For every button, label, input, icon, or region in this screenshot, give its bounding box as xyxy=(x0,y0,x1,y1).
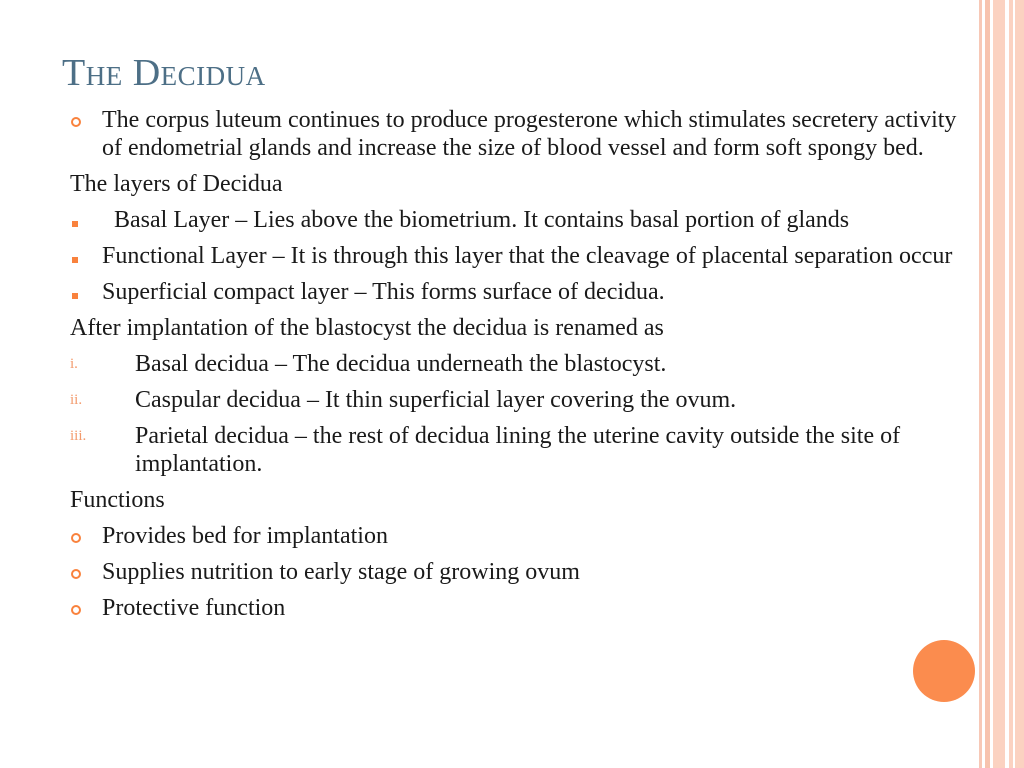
function-text: Provides bed for implantation xyxy=(102,523,388,549)
square-bullet-icon xyxy=(70,278,78,306)
function-text: Protective function xyxy=(102,595,286,621)
list-item-function xyxy=(70,594,970,622)
ring-bullet-icon xyxy=(70,594,81,622)
layer-text: Basal Layer – Lies above the biometrium. It contains basal portion of glands xyxy=(102,207,850,233)
square-bullet-icon xyxy=(70,206,78,234)
list-item-renamed xyxy=(70,386,970,414)
intro-item xyxy=(70,106,970,162)
list-item-layer xyxy=(70,242,970,270)
decorative-stripe xyxy=(1013,0,1015,768)
after-heading: After implantation of the blastocyst the decidua is renamed as xyxy=(70,315,664,341)
list-item-renamed xyxy=(70,350,970,378)
ring-bullet-icon xyxy=(70,106,81,134)
decorative-circle xyxy=(913,640,975,702)
roman-numeral-marker: i. xyxy=(70,356,78,372)
list-item-layer xyxy=(70,206,970,234)
slide-body xyxy=(70,106,970,630)
intro-text: The corpus luteum continues to produce progesterone which stimulates secretery activity of endometrial glands and increase the size of blood vessel and form soft spongy bed. xyxy=(102,107,957,161)
ring-bullet-icon xyxy=(70,522,81,550)
list-item-function xyxy=(70,558,970,586)
renamed-text: Caspular decidua – It thin superficial layer covering the ovum. xyxy=(135,387,737,413)
list-item-function xyxy=(70,522,970,550)
decorative-stripe xyxy=(979,0,982,768)
roman-numeral-marker: ii. xyxy=(70,392,83,408)
renamed-text: Basal decidua – The decidua underneath the blastocyst. xyxy=(135,351,667,377)
layers-heading: The layers of Decidua xyxy=(70,171,283,197)
decorative-stripe xyxy=(1005,0,1009,768)
renamed-text: Parietal decidua – the rest of decidua lining the uterine cavity outside the site of implantation. xyxy=(135,423,901,477)
ring-bullet-icon xyxy=(70,558,81,586)
roman-numeral-marker: iii. xyxy=(70,428,87,444)
decorative-stripe xyxy=(985,0,990,768)
slide-title: The Decidua xyxy=(62,52,266,94)
layer-text: Superficial compact layer – This forms surface of decidua. xyxy=(102,279,665,305)
list-item-renamed xyxy=(70,422,970,478)
function-text: Supplies nutrition to early stage of growing ovum xyxy=(102,559,580,585)
square-bullet-icon xyxy=(70,242,78,270)
layer-text: Functional Layer – It is through this layer that the cleavage of placental separation occur xyxy=(102,243,953,269)
list-item-layer xyxy=(70,278,970,306)
functions-heading: Functions xyxy=(70,487,165,513)
